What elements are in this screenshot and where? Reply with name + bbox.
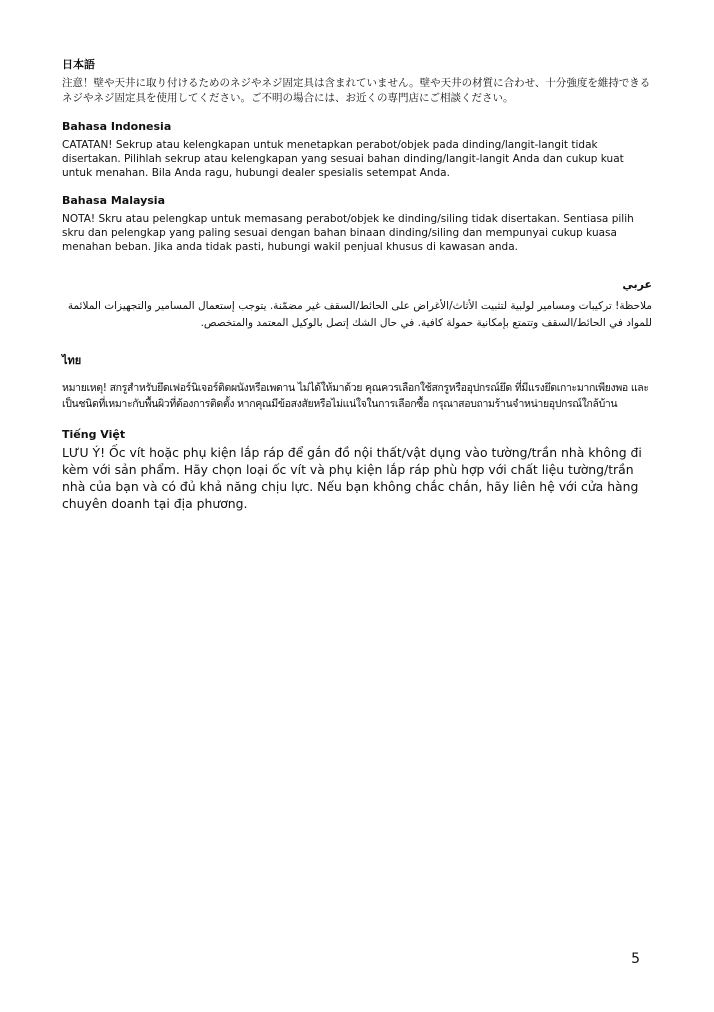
section-text-indonesian: CATATAN! Sekrup atau kelengkapan untuk menetapkan perabot/objek pada dinding/langit-langit tidak disertakan. Pilihlah sekrup atau kelengkapan yang sesuai bahan dinding/langit-langit Anda dan cukup kuat untuk menahan. Bila Anda ragu, hubungi dealer spesialis setempat Anda. bbox=[62, 139, 624, 179]
section-heading-vietnamese: Tiếng Việt bbox=[62, 428, 126, 441]
section-indonesian bbox=[62, 120, 652, 180]
section-text-arabic: ملاحظة! تركيبات ومسامير لولبية لتثبيت الأثاث/الأغراض على الحائط/السقف غير مضمّنة. يتوجب إستعمال المسامير والتجهيزات الملائمة للمواد في الحائط/السقف وتتمتع بإمكانية حمولة كافية. في حال الشك إتصل بالوكيل المعتمد والمتخصص. bbox=[67, 300, 652, 329]
section-vietnamese bbox=[62, 428, 652, 512]
section-text-japanese: 注意！壁や天井に取り付けるためのネジやネジ固定具は含まれていません。壁や天井の材質に合わせ、十分強度を維持できるネジやネジ固定具を使用してください。ご不明の場合には、お近くの専門店にご相談ください。 bbox=[62, 77, 651, 104]
section-japanese bbox=[62, 58, 652, 106]
section-heading-malaysian: Bahasa Malaysia bbox=[62, 194, 165, 207]
section-arabic bbox=[62, 278, 652, 332]
document-page bbox=[62, 58, 652, 526]
page-number: 5 bbox=[631, 951, 640, 967]
section-malaysian bbox=[62, 194, 652, 254]
section-heading-japanese: 日本語 bbox=[62, 58, 95, 71]
section-heading-arabic: عربي bbox=[622, 278, 652, 291]
section-text-malaysian: NOTA! Skru atau pelengkap untuk memasang perabot/objek ke dinding/siling tidak disertakan. Sentiasa pilih skru dan pelengkap yang paling sesuai dengan bahan binaan dinding/siling dan mempunyai cukup kuasa menahan beban. Jika anda tidak pasti, hubungi wakil penjual khusus di kawasan anda. bbox=[62, 213, 634, 253]
section-thai bbox=[62, 354, 652, 412]
section-heading-thai: ไทย bbox=[62, 354, 82, 367]
section-text-thai: หมายเหตุ! สกรูสำหรับยึดเฟอร์นิเจอร์ติดผนังหรือเพดาน ไม่ได้ให้มาด้วย คุณควรเลือกใช้สกรูหรืออุปกรณ์ยึด ที่มีแรงยึดเกาะมากเพียงพอ และเป็นชนิดที่เหมาะกับพื้นผิวที่ต้องการติดตั้ง หากคุณมีข้อสงสัยหรือไม่แน่ใจในการเลือกซื้อ กรุณาสอบถามร้านจำหน่ายอุปกรณ์ใกล้บ้าน bbox=[62, 382, 649, 410]
section-text-vietnamese: LƯU Ý! Ốc vít hoặc phụ kiện lắp ráp để gắn đồ nội thất/vật dụng vào tường/trần nhà không đi kèm với sản phẩm. Hãy chọn loại ốc vít và phụ kiện lắp ráp phù hợp với chất liệu tường/trần nhà của bạn và có đủ khả năng chịu lực. Nếu bạn không chắc chắn, hãy liên hệ với cửa hàng chuyên doanh tại địa phương. bbox=[62, 445, 642, 511]
section-heading-indonesian: Bahasa Indonesia bbox=[62, 120, 172, 133]
